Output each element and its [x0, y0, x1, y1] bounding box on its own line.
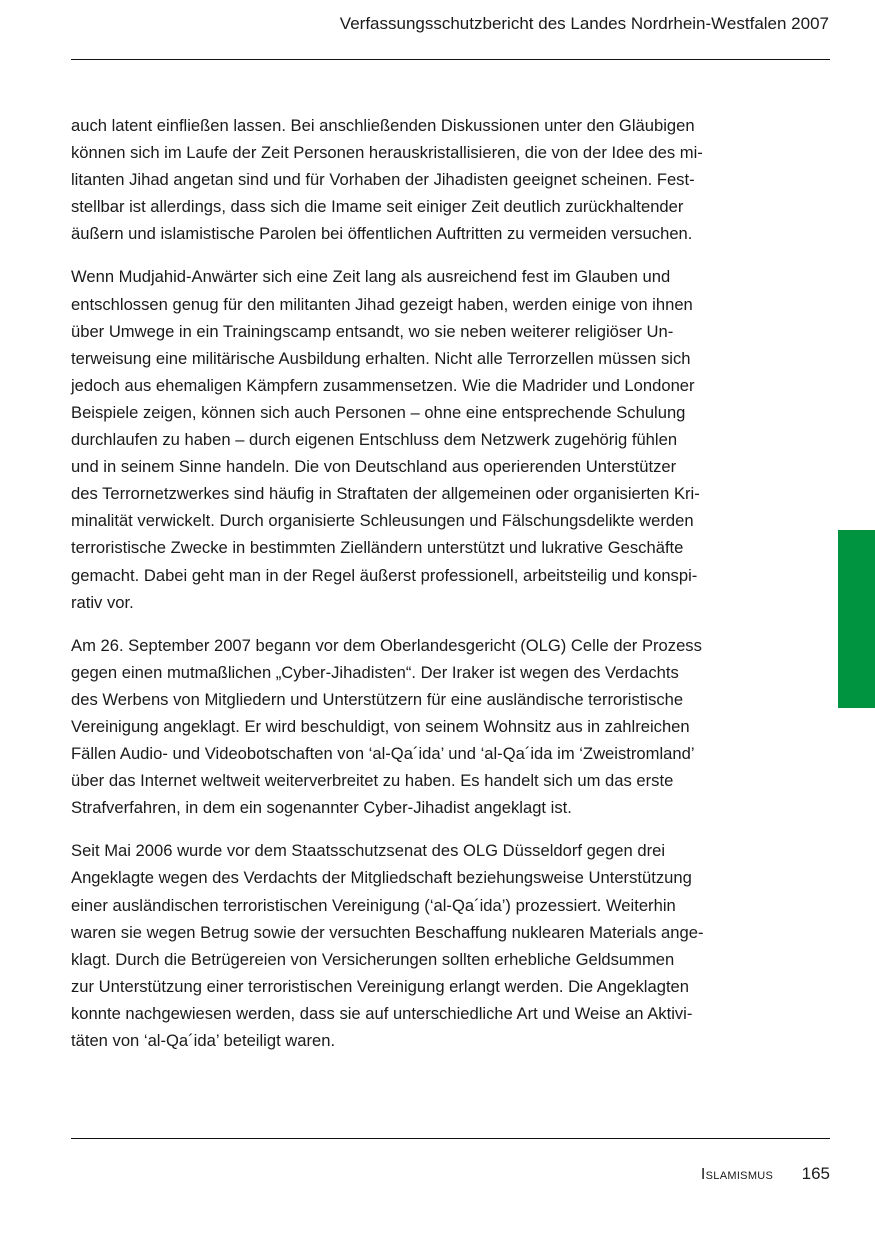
text-line: täten von ‘al-Qa´ida’ beteiligt waren.: [71, 1031, 336, 1050]
text-line: und in seinem Sinne handeln. Die von Deutschland aus operierenden Unterstützer: [71, 457, 677, 477]
text-line: einer ausländischen terroristischen Vereinigung (‘al-Qa´ida’) prozessiert. Weiterhin: [71, 895, 676, 915]
text-line: Angeklagte wegen des Verdachts der Mitgliedschaft beziehungsweise Unterstützung: [71, 868, 692, 888]
text-line: litanten Jihad angetan sind und für Vorhaben der Jihadisten geeignet scheinen. Fest-: [71, 170, 695, 190]
text-line: Beispiele zeigen, können sich auch Personen – ohne eine entsprechende Schulung: [71, 402, 686, 422]
header-divider: [71, 59, 830, 60]
text-line: zur Unterstützung einer terroristischen Vereinigung erlangt werden. Die Angeklagten: [71, 976, 690, 996]
text-line: Vereinigung angeklagt. Er wird beschuldigt, von seinem Wohnsitz aus in zahlreichen: [71, 716, 690, 736]
text-line: Fällen Audio- und Videobotschaften von ‘al-Qa´ida’ und ‘al-Qa´ida im ‘Zweistromland’: [71, 744, 695, 764]
text-line: Strafverfahren, in dem ein sogenannter Cyber-Jihadist angeklagt ist.: [71, 798, 572, 818]
text-line: rativ vor.: [71, 592, 134, 612]
running-header-title: Verfassungsschutzbericht des Landes Nordrhein-Westfalen 2007: [339, 14, 829, 33]
text-line: konnte nachgewiesen werden, dass sie auf unterschiedliche Art und Weise an Aktivi-: [71, 1003, 693, 1023]
text-line: stellbar ist allerdings, dass sich die Imame seit einiger Zeit deutlich zurückhaltender: [71, 197, 684, 217]
paragraph-1: [71, 112, 791, 247]
text-line: entschlossen genug für den militanten Jihad gezeigt haben, werden einige von ihnen: [71, 294, 693, 314]
paragraph-4: [71, 837, 791, 1054]
body-text: [71, 112, 791, 1070]
text-line: auch latent einfließen lassen. Bei anschließenden Diskussionen unter den Gläubigen: [71, 116, 695, 135]
page-number: 165: [801, 1164, 830, 1183]
text-line: äußern und islamistische Parolen bei öffentlichen Auftritten zu vermeiden versuchen.: [71, 224, 693, 244]
text-line: Wenn Mudjahid-Anwärter sich eine Zeit lang als ausreichend fest im Glauben und: [71, 267, 671, 287]
text-line: Am 26. September 2007 begann vor dem Oberlandesgericht (OLG) Celle der Prozess: [71, 635, 702, 655]
text-line: über Umwege in ein Trainingscamp entsandt, wo sie neben weiterer religiöser Un-: [71, 321, 674, 341]
text-line: Seit Mai 2006 wurde vor dem Staatsschutzsenat des OLG Düsseldorf gegen drei: [71, 841, 666, 861]
text-line: können sich im Laufe der Zeit Personen herauskristallisieren, die von der Idee des mi-: [71, 143, 703, 163]
text-line: jedoch aus ehemaligen Kämpfern zusammensetzen. Wie die Madrider und Londoner: [71, 375, 695, 395]
footer-divider: [71, 1138, 830, 1139]
text-line: des Werbens von Mitgliedern und Unterstützern für eine ausländische terroristische: [71, 689, 684, 709]
paragraph-2: [71, 263, 791, 615]
text-line: durchlaufen zu haben – durch eigenen Entschluss dem Netzwerk zugehörig fühlen: [71, 430, 678, 450]
text-line: gemacht. Dabei geht man in der Regel äußerst professionell, arbeitsteilig und konspi-: [71, 565, 698, 585]
chapter-thumb-tab: [838, 530, 875, 708]
page-footer: [701, 1162, 830, 1187]
paragraph-3: [71, 632, 791, 822]
text-line: über das Internet weltweit weiterverbreitet zu haben. Es handelt sich um das erste: [71, 771, 674, 791]
footer-section-name: Islamismus: [700, 1166, 774, 1183]
text-line: terweisung eine militärische Ausbildung erhalten. Nicht alle Terrorzellen müssen sich: [71, 348, 691, 368]
text-line: waren sie wegen Betrug sowie der versuchten Beschaffung nuklearen Materials ange-: [71, 922, 704, 942]
text-line: des Terrornetzwerkes sind häufig in Straftaten der allgemeinen oder organisierten Kri-: [71, 484, 700, 504]
text-line: minalität verwickelt. Durch organisierte Schleusungen und Fälschungsdelikte werden: [71, 511, 694, 531]
text-line: klagt. Durch die Betrügereien von Versicherungen sollten erhebliche Geldsummen: [71, 949, 675, 969]
text-line: gegen einen mutmaßlichen „Cyber-Jihadisten“. Der Iraker ist wegen des Verdachts: [71, 662, 679, 682]
text-line: terroristische Zwecke in bestimmten Zielländern unterstützt und lukrative Geschäfte: [71, 538, 684, 558]
